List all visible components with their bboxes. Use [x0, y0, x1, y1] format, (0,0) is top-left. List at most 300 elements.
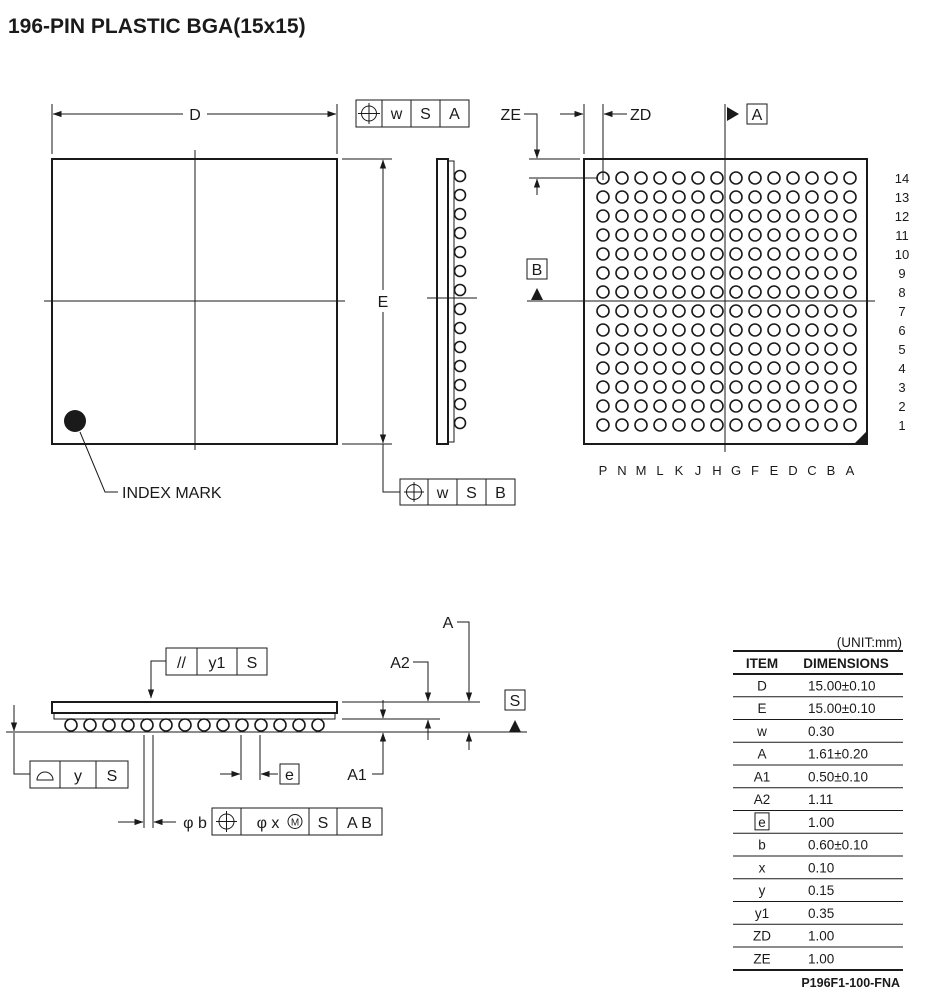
dim-a-label: A: [442, 615, 454, 632]
ball-J10: [692, 248, 704, 260]
frame-right-datum-1: S: [466, 485, 477, 502]
ball-F6: [749, 324, 761, 336]
ball-A9: [844, 267, 856, 279]
frame-right-leader: [383, 444, 400, 492]
ball-J9: [692, 267, 704, 279]
table-item: D: [757, 678, 767, 694]
ball-H1: [711, 419, 723, 431]
ball-H10: [711, 248, 723, 260]
frame-top-datum-1: S: [420, 106, 431, 123]
ball-L6: [654, 324, 666, 336]
ball-E2: [768, 400, 780, 412]
ball-L8: [654, 286, 666, 298]
ball-C13: [806, 191, 818, 203]
flatness-leader: [14, 733, 30, 774]
ball-F10: [749, 248, 761, 260]
ball-K8: [673, 286, 685, 298]
frame-ball-tolerance: φ x: [256, 815, 280, 832]
ball-F8: [749, 286, 761, 298]
ball-N12: [616, 210, 628, 222]
ball-E12: [768, 210, 780, 222]
ball-D3: [787, 381, 799, 393]
ball-E5: [768, 343, 780, 355]
dim-a1-label: A1: [347, 767, 367, 784]
ball-M5: [635, 343, 647, 355]
side-ball: [217, 719, 229, 731]
ball-A10: [844, 248, 856, 260]
row-label: 6: [898, 323, 906, 338]
dim-e-label: E: [377, 294, 389, 311]
column-label: L: [656, 463, 664, 478]
side-ball: [198, 719, 210, 731]
column-label: F: [751, 463, 759, 478]
ball-L7: [654, 305, 666, 317]
ball-B1: [825, 419, 837, 431]
bottom-view: [501, 104, 910, 478]
row-label: 11: [895, 228, 909, 243]
table-dimension: 0.60±0.10: [808, 837, 868, 853]
edge-ball: [455, 247, 466, 258]
table-dimension: 15.00±0.10: [808, 678, 876, 694]
ball-A8: [844, 286, 856, 298]
ball-H9: [711, 267, 723, 279]
ball-B10: [825, 248, 837, 260]
ball-L2: [654, 400, 666, 412]
ball-F7: [749, 305, 761, 317]
table-dimension: 0.50±0.10: [808, 769, 868, 785]
row-label: 10: [894, 247, 910, 262]
ball-J5: [692, 343, 704, 355]
ball-K14: [673, 172, 685, 184]
ball-E13: [768, 191, 780, 203]
ball-K1: [673, 419, 685, 431]
ball-D7: [787, 305, 799, 317]
frame-flat-cell-symbol: [30, 761, 60, 788]
ball-E1: [768, 419, 780, 431]
ball-J2: [692, 400, 704, 412]
ball-K10: [673, 248, 685, 260]
ball-B13: [825, 191, 837, 203]
ball-F14: [749, 172, 761, 184]
edge-ball: [455, 418, 466, 429]
edge-ball: [455, 380, 466, 391]
row-label: 8: [898, 285, 906, 300]
ball-H2: [711, 400, 723, 412]
side-ball: [103, 719, 115, 731]
row-label: 7: [898, 304, 906, 319]
ball-D10: [787, 248, 799, 260]
table-item: b: [758, 837, 766, 853]
ball-A7: [844, 305, 856, 317]
ball-P10: [597, 248, 609, 260]
ball-N3: [616, 381, 628, 393]
table-dimension: 0.15: [808, 883, 835, 899]
table-item: w: [757, 723, 767, 739]
frame-ball-datum-2: A B: [347, 815, 372, 832]
ball-D1: [787, 419, 799, 431]
row-label: 1: [898, 418, 906, 433]
ball-L11: [654, 229, 666, 241]
table-item: ZD: [753, 928, 771, 944]
edge-ball: [455, 399, 466, 410]
edge-view: [427, 159, 477, 444]
edge-ball: [455, 304, 466, 315]
ball-G8: [730, 286, 742, 298]
dim-d-label: D: [189, 107, 201, 124]
row-label: 5: [898, 342, 906, 357]
side-ball: [122, 719, 134, 731]
ball-K6: [673, 324, 685, 336]
frame-right-datum-2: B: [495, 485, 506, 502]
ball-B9: [825, 267, 837, 279]
ball-B14: [825, 172, 837, 184]
table-item: E: [757, 701, 767, 717]
ball-B7: [825, 305, 837, 317]
ball-P7: [597, 305, 609, 317]
ball-P12: [597, 210, 609, 222]
mmc-modifier-letter: M: [290, 817, 300, 829]
ball-N5: [616, 343, 628, 355]
column-label: M: [635, 463, 647, 478]
table-rows: [733, 678, 903, 966]
datum-b-triangle: [531, 288, 543, 300]
index-mark-leader: [80, 432, 118, 492]
ball-C14: [806, 172, 818, 184]
column-label: G: [730, 463, 742, 478]
ball-N1: [616, 419, 628, 431]
ball-G3: [730, 381, 742, 393]
ball-C10: [806, 248, 818, 260]
ball-H12: [711, 210, 723, 222]
side-ball: [141, 719, 153, 731]
row-label: 14: [894, 171, 910, 186]
ball-N14: [616, 172, 628, 184]
dim-a1-arrow-bottom: [372, 733, 383, 774]
ball-K4: [673, 362, 685, 374]
edge-ball: [455, 361, 466, 372]
ball-J13: [692, 191, 704, 203]
frame-ball-datum-1: S: [317, 815, 329, 832]
ball-D2: [787, 400, 799, 412]
ball-G13: [730, 191, 742, 203]
ball-G10: [730, 248, 742, 260]
ball-H4: [711, 362, 723, 374]
ball-J7: [692, 305, 704, 317]
dimensions-table: [733, 635, 903, 990]
ball-F9: [749, 267, 761, 279]
ball-D6: [787, 324, 799, 336]
table-item: A2: [753, 792, 771, 808]
table-item: y1: [754, 905, 770, 921]
ball-L9: [654, 267, 666, 279]
ball-C11: [806, 229, 818, 241]
ball-C8: [806, 286, 818, 298]
ball-D11: [787, 229, 799, 241]
edge-ball: [455, 342, 466, 353]
ball-E10: [768, 248, 780, 260]
column-label: A: [845, 463, 855, 478]
datum-a-triangle: [727, 107, 739, 121]
table-item: A: [757, 746, 767, 762]
ball-K9: [673, 267, 685, 279]
ball-G1: [730, 419, 742, 431]
row-label: 3: [898, 380, 906, 395]
table-item: y: [758, 883, 766, 899]
ball-M3: [635, 381, 647, 393]
ball-D13: [787, 191, 799, 203]
ball-G11: [730, 229, 742, 241]
table-dimension: 0.35: [808, 905, 835, 921]
side-ball: [312, 719, 324, 731]
ball-P11: [597, 229, 609, 241]
ball-A11: [844, 229, 856, 241]
edge-ball: [455, 209, 466, 220]
ball-C7: [806, 305, 818, 317]
side-ball: [255, 719, 267, 731]
column-label: N: [617, 463, 627, 478]
row-label: 2: [898, 399, 906, 414]
ball-P2: [597, 400, 609, 412]
ball-B11: [825, 229, 837, 241]
index-mark-label: INDEX MARK: [122, 485, 222, 502]
ball-D12: [787, 210, 799, 222]
ball-P8: [597, 286, 609, 298]
page-title: 196-PIN PLASTIC BGA(15x15): [8, 15, 306, 38]
ball-G7: [730, 305, 742, 317]
side-view-substrate: [52, 702, 337, 713]
pitch-e-label: e: [285, 767, 294, 784]
ball-D14: [787, 172, 799, 184]
ball-K7: [673, 305, 685, 317]
ball-L13: [654, 191, 666, 203]
frame-parallel-datum: S: [246, 655, 258, 672]
ball-D4: [787, 362, 799, 374]
ball-A1: [844, 419, 856, 431]
side-view: [6, 615, 527, 835]
drawing-number: P196F1-100-FNA: [801, 976, 900, 990]
ball-J1: [692, 419, 704, 431]
row-label: 12: [894, 209, 910, 224]
ball-B6: [825, 324, 837, 336]
ball-F3: [749, 381, 761, 393]
ball-C2: [806, 400, 818, 412]
ball-M13: [635, 191, 647, 203]
edge-ball: [455, 285, 466, 296]
ball-L10: [654, 248, 666, 260]
table-head-item: ITEM: [745, 656, 779, 671]
edge-ball: [455, 171, 466, 182]
ball-A3: [844, 381, 856, 393]
ball-F12: [749, 210, 761, 222]
ball-E14: [768, 172, 780, 184]
side-ball: [65, 719, 77, 731]
ball-F13: [749, 191, 761, 203]
ball-A2: [844, 400, 856, 412]
side-view-balls: [65, 719, 324, 731]
ball-K5: [673, 343, 685, 355]
ball-B5: [825, 343, 837, 355]
ball-L4: [654, 362, 666, 374]
ball-K12: [673, 210, 685, 222]
ball-P4: [597, 362, 609, 374]
ball-M9: [635, 267, 647, 279]
ball-H6: [711, 324, 723, 336]
dim-a-arrow-top: [457, 622, 469, 701]
dim-ze-arrow-top: [524, 114, 537, 158]
dim-zd-label: ZD: [630, 107, 652, 124]
column-label: K: [674, 463, 684, 478]
ball-N9: [616, 267, 628, 279]
ball-E3: [768, 381, 780, 393]
ball-H11: [711, 229, 723, 241]
ball-H7: [711, 305, 723, 317]
ball-K13: [673, 191, 685, 203]
ball-F1: [749, 419, 761, 431]
ball-C1: [806, 419, 818, 431]
table-dimension: 1.11: [808, 792, 834, 808]
edge-ball: [455, 228, 466, 239]
datum-s-label: S: [509, 693, 521, 710]
ball-A6: [844, 324, 856, 336]
table-head-dimensions: DIMENSIONS: [803, 656, 889, 671]
ball-C9: [806, 267, 818, 279]
ball-B12: [825, 210, 837, 222]
ball-M2: [635, 400, 647, 412]
table-dimension: 1.61±0.20: [808, 746, 868, 762]
table-unit: (UNIT:mm): [836, 635, 902, 650]
dim-phi-b-label: φ b: [183, 815, 207, 832]
ball-P6: [597, 324, 609, 336]
row-labels: [895, 171, 909, 433]
ball-E7: [768, 305, 780, 317]
ball-B3: [825, 381, 837, 393]
ball-J12: [692, 210, 704, 222]
ball-F2: [749, 400, 761, 412]
ball-L12: [654, 210, 666, 222]
ball-N10: [616, 248, 628, 260]
table-dimension: 15.00±0.10: [808, 701, 876, 717]
ball-C4: [806, 362, 818, 374]
ball-D8: [787, 286, 799, 298]
ball-C12: [806, 210, 818, 222]
ball-P13: [597, 191, 609, 203]
ball-H3: [711, 381, 723, 393]
column-label: H: [712, 463, 722, 478]
side-ball: [274, 719, 286, 731]
datum-a-label: A: [751, 107, 763, 124]
ball-N6: [616, 324, 628, 336]
ball-A5: [844, 343, 856, 355]
column-label: P: [598, 463, 608, 478]
ball-P3: [597, 381, 609, 393]
column-label: C: [807, 463, 817, 478]
row-label: 4: [898, 361, 906, 376]
table-dimension: 1.00: [808, 951, 835, 967]
ball-N7: [616, 305, 628, 317]
ball-M4: [635, 362, 647, 374]
row-label: 13: [894, 190, 910, 205]
edge-ball: [455, 323, 466, 334]
ball-A4: [844, 362, 856, 374]
ball-G9: [730, 267, 742, 279]
parallelism-icon: //: [177, 655, 186, 672]
ball-A14: [844, 172, 856, 184]
ball-E8: [768, 286, 780, 298]
ball-M12: [635, 210, 647, 222]
ball-N4: [616, 362, 628, 374]
column-label: E: [769, 463, 779, 478]
ball-K11: [673, 229, 685, 241]
table-item: e: [758, 814, 766, 830]
ball-M14: [635, 172, 647, 184]
ball-M6: [635, 324, 647, 336]
ball-G5: [730, 343, 742, 355]
side-ball: [84, 719, 96, 731]
ball-B8: [825, 286, 837, 298]
column-label: B: [826, 463, 836, 478]
ball-K2: [673, 400, 685, 412]
ball-A13: [844, 191, 856, 203]
ball-J3: [692, 381, 704, 393]
ball-C6: [806, 324, 818, 336]
table-item: x: [758, 860, 766, 876]
ball-H14: [711, 172, 723, 184]
ball-L14: [654, 172, 666, 184]
ball-M8: [635, 286, 647, 298]
ball-L1: [654, 419, 666, 431]
ball-H13: [711, 191, 723, 203]
column-label: J: [694, 463, 702, 478]
ball-F11: [749, 229, 761, 241]
ball-M11: [635, 229, 647, 241]
ball-D5: [787, 343, 799, 355]
ball-H5: [711, 343, 723, 355]
ball-E9: [768, 267, 780, 279]
column-labels: [599, 463, 855, 478]
column-label: D: [788, 463, 798, 478]
datum-s-triangle: [509, 720, 521, 732]
ball-P1: [597, 419, 609, 431]
table-item: A1: [753, 769, 771, 785]
ball-M7: [635, 305, 647, 317]
ball-J11: [692, 229, 704, 241]
ball-J4: [692, 362, 704, 374]
edge-ball: [455, 266, 466, 277]
ball-G4: [730, 362, 742, 374]
side-ball: [179, 719, 191, 731]
ball-L5: [654, 343, 666, 355]
ball-K3: [673, 381, 685, 393]
table-dimension: 1.00: [808, 928, 835, 944]
table-dimension: 0.30: [808, 723, 835, 739]
edge-ball: [455, 190, 466, 201]
ball-E6: [768, 324, 780, 336]
ball-F5: [749, 343, 761, 355]
frame-right-tolerance: w: [436, 485, 449, 502]
ball-C3: [806, 381, 818, 393]
ball-B2: [825, 400, 837, 412]
ball-G2: [730, 400, 742, 412]
ball-C5: [806, 343, 818, 355]
ball-B4: [825, 362, 837, 374]
ball-E11: [768, 229, 780, 241]
frame-top-tolerance: w: [390, 106, 403, 123]
ball-P9: [597, 267, 609, 279]
ball-G14: [730, 172, 742, 184]
dim-ze-label: ZE: [500, 107, 521, 124]
ball-P5: [597, 343, 609, 355]
side-ball: [160, 719, 172, 731]
